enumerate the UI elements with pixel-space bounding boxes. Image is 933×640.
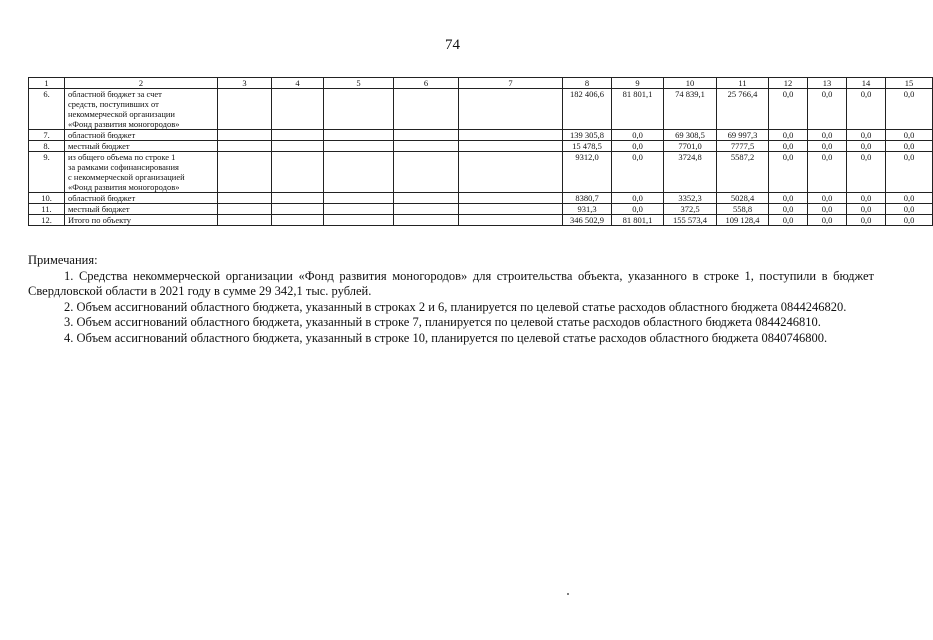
table-cell — [394, 152, 459, 193]
row-number: 11. — [29, 204, 65, 215]
row-label — [65, 152, 218, 193]
table-row — [29, 204, 933, 215]
table-row — [29, 152, 933, 193]
table-cell — [218, 204, 272, 215]
table-cell: 0,0 — [769, 152, 808, 193]
table-cell: 0,0 — [886, 204, 933, 215]
table-cell: 346 502,9 — [563, 215, 612, 226]
table-cell: 0,0 — [808, 204, 847, 215]
column-header: 9 — [612, 78, 664, 89]
table-cell: 0,0 — [808, 130, 847, 141]
table-cell: 3724,8 — [664, 152, 717, 193]
table-cell — [459, 193, 563, 204]
table-cell: 69 308,5 — [664, 130, 717, 141]
row-label — [65, 215, 218, 226]
table-cell: 0,0 — [612, 141, 664, 152]
table-cell: 0,0 — [808, 89, 847, 130]
table-cell: 7777,5 — [717, 141, 769, 152]
column-header: 14 — [847, 78, 886, 89]
table-cell: 5587,2 — [717, 152, 769, 193]
table-cell: 372,5 — [664, 204, 717, 215]
table-cell: 0,0 — [847, 141, 886, 152]
table-header-row — [29, 78, 933, 89]
table-cell: 0,0 — [769, 204, 808, 215]
table-cell: 0,0 — [886, 130, 933, 141]
column-header: 8 — [563, 78, 612, 89]
scan-speck — [567, 593, 569, 595]
note-item: 1. Средства некоммерческой организации «Фонд развития моногородов» для строительства объекта, указанного в строке 1, поступили в бюджет Свердловской области в 2021 году в сумме 29 342,1 тыс. рублей. — [28, 268, 874, 298]
table-cell — [324, 152, 394, 193]
table-cell — [394, 141, 459, 152]
notes-heading: Примечания: — [28, 253, 98, 267]
table-cell — [394, 130, 459, 141]
table-cell: 0,0 — [847, 130, 886, 141]
column-header: 1 — [29, 78, 65, 89]
table-cell — [218, 152, 272, 193]
table-row — [29, 193, 933, 204]
row-number: 8. — [29, 141, 65, 152]
row-label-line: местный бюджет — [68, 141, 130, 151]
row-number: 7. — [29, 130, 65, 141]
table-cell — [324, 89, 394, 130]
row-label-line: «Фонд развития моногородов» — [68, 182, 180, 192]
table-cell — [324, 215, 394, 226]
column-header: 11 — [717, 78, 769, 89]
column-header: 7 — [459, 78, 563, 89]
note-item: 3. Объем ассигнований областного бюджета, указанный в строке 7, планируется по целевой статье расходов областного бюджета 0844246810. — [64, 315, 821, 329]
table-cell — [459, 141, 563, 152]
row-label-line: областной бюджет — [68, 130, 136, 140]
table-cell — [272, 215, 324, 226]
table-cell: 558,8 — [717, 204, 769, 215]
column-header: 13 — [808, 78, 847, 89]
row-label — [65, 193, 218, 204]
row-label-line: средств, поступивших от — [68, 99, 159, 109]
table-cell: 109 128,4 — [717, 215, 769, 226]
table-cell: 0,0 — [886, 89, 933, 130]
table-cell: 25 766,4 — [717, 89, 769, 130]
table-cell — [324, 204, 394, 215]
table-cell: 74 839,1 — [664, 89, 717, 130]
table-cell: 81 801,1 — [612, 89, 664, 130]
notes-section — [28, 253, 874, 346]
table-cell — [218, 193, 272, 204]
table-cell — [459, 89, 563, 130]
table-cell: 0,0 — [612, 204, 664, 215]
row-label-line: с некоммерческой организацией — [68, 172, 185, 182]
table-cell: 0,0 — [769, 130, 808, 141]
row-label — [65, 141, 218, 152]
table-cell: 0,0 — [886, 152, 933, 193]
table-cell: 0,0 — [612, 193, 664, 204]
column-header: 3 — [218, 78, 272, 89]
table-cell: 0,0 — [808, 215, 847, 226]
table-cell — [394, 204, 459, 215]
column-header: 5 — [324, 78, 394, 89]
table-cell: 3352,3 — [664, 193, 717, 204]
table-cell — [459, 215, 563, 226]
table-body — [29, 89, 933, 226]
row-number: 9. — [29, 152, 65, 193]
row-label-line: местный бюджет — [68, 204, 130, 214]
table-cell: 0,0 — [808, 141, 847, 152]
table-cell — [272, 193, 324, 204]
table-cell: 0,0 — [847, 215, 886, 226]
table-cell — [394, 193, 459, 204]
table-cell — [272, 204, 324, 215]
table-cell: 0,0 — [769, 215, 808, 226]
table-cell: 0,0 — [808, 152, 847, 193]
column-header: 15 — [886, 78, 933, 89]
table-cell — [324, 193, 394, 204]
table-cell — [459, 130, 563, 141]
table-cell: 139 305,8 — [563, 130, 612, 141]
page-number: 74 — [445, 37, 460, 53]
table-cell: 0,0 — [886, 193, 933, 204]
budget-table — [28, 77, 933, 226]
table-cell: 0,0 — [808, 193, 847, 204]
column-header: 6 — [394, 78, 459, 89]
table-cell: 69 997,3 — [717, 130, 769, 141]
row-label-line: за рамками софинансирования — [68, 162, 179, 172]
table-cell — [394, 215, 459, 226]
table-cell: 155 573,4 — [664, 215, 717, 226]
table-cell: 0,0 — [886, 141, 933, 152]
column-header: 10 — [664, 78, 717, 89]
table-cell: 15 478,5 — [563, 141, 612, 152]
table-cell: 0,0 — [847, 193, 886, 204]
column-header: 4 — [272, 78, 324, 89]
table-cell — [218, 130, 272, 141]
row-label-line: областной бюджет за счет — [68, 89, 162, 99]
row-label-line: областной бюджет — [68, 193, 136, 203]
table-cell — [218, 89, 272, 130]
table-cell — [218, 141, 272, 152]
row-number: 6. — [29, 89, 65, 130]
table-cell — [324, 141, 394, 152]
table-cell: 182 406,6 — [563, 89, 612, 130]
table-cell: 0,0 — [769, 193, 808, 204]
table-cell: 0,0 — [847, 204, 886, 215]
row-label-line: из общего объема по строке 1 — [68, 152, 176, 162]
table-cell: 0,0 — [769, 141, 808, 152]
table-cell: 81 801,1 — [612, 215, 664, 226]
table-cell — [324, 130, 394, 141]
row-number: 10. — [29, 193, 65, 204]
table-cell — [272, 130, 324, 141]
table-cell: 8380,7 — [563, 193, 612, 204]
table-row — [29, 215, 933, 226]
table-cell — [459, 152, 563, 193]
table-cell — [272, 141, 324, 152]
table-cell — [218, 215, 272, 226]
row-label-line: Итого по объекту — [68, 215, 131, 225]
row-label-line: «Фонд развития моногородов» — [68, 119, 180, 129]
table-cell: 931,3 — [563, 204, 612, 215]
table-row — [29, 89, 933, 130]
note-item: 2. Объем ассигнований областного бюджета, указанный в строках 2 и 6, планируется по целевой статье расходов областного бюджета 0844246820. — [64, 299, 847, 314]
row-label — [65, 89, 218, 130]
table-cell: 0,0 — [612, 130, 664, 141]
column-header: 2 — [65, 78, 218, 89]
table-cell: 0,0 — [886, 215, 933, 226]
table-cell — [272, 89, 324, 130]
table-cell — [394, 89, 459, 130]
table-cell: 5028,4 — [717, 193, 769, 204]
table-cell: 0,0 — [612, 152, 664, 193]
note-item: 4. Объем ассигнований областного бюджета, указанный в строке 10, планируется по целевой статье расходов областного бюджета 0840746800. — [64, 330, 828, 345]
table-row — [29, 141, 933, 152]
row-label — [65, 130, 218, 141]
row-label-line: некоммерческой организации — [68, 109, 175, 119]
table-cell: 9312,0 — [563, 152, 612, 193]
table-row — [29, 130, 933, 141]
table-cell: 7701,0 — [664, 141, 717, 152]
table-cell — [272, 152, 324, 193]
table-cell — [459, 204, 563, 215]
table-cell: 0,0 — [847, 89, 886, 130]
table-cell: 0,0 — [847, 152, 886, 193]
column-header: 12 — [769, 78, 808, 89]
table-cell: 0,0 — [769, 89, 808, 130]
row-number: 12. — [29, 215, 65, 226]
row-label — [65, 204, 218, 215]
